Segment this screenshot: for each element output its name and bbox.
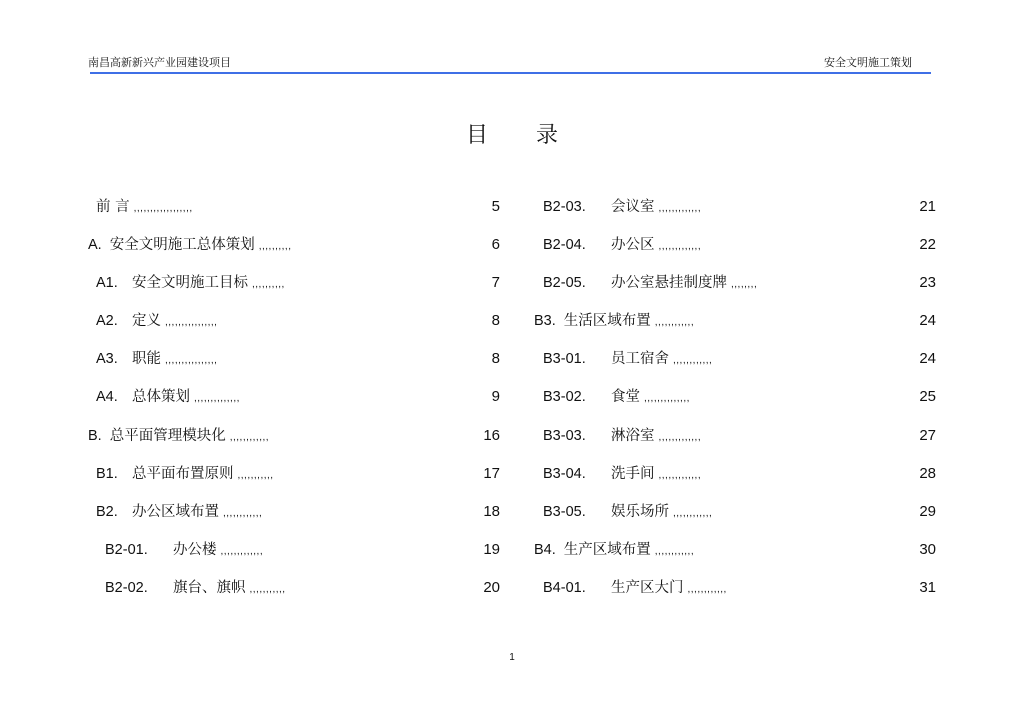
toc-entry-page: 25 — [919, 388, 936, 406]
toc-entry[interactable] — [88, 195, 500, 233]
toc-entry-label: 员工宿舍 — [611, 351, 669, 368]
toc-entry[interactable] — [534, 309, 936, 347]
toc-entry-page: 18 — [483, 502, 500, 520]
toc-entry-label: 旗台、旗帜 — [173, 579, 246, 596]
toc-leader-dots: ,,,,,,,,,,,, — [673, 507, 713, 519]
toc-leader-dots: ,,,,,,,,,,,, — [687, 583, 727, 595]
toc-entry[interactable] — [534, 576, 936, 614]
toc-entry-code: B2. — [96, 503, 118, 520]
toc-entry[interactable] — [88, 462, 500, 500]
toc-entry-code: B2-05. — [543, 275, 586, 292]
toc-entry-code: B. — [88, 427, 102, 444]
page-title — [0, 118, 1024, 149]
toc-entry-code: B3-05. — [543, 503, 586, 520]
toc-leader-dots: ,,,,,,,,,,,,, — [658, 203, 702, 214]
toc-leader-dots: ,,,,,,,,,,,,, — [220, 545, 264, 557]
toc-entry-code: B2-04. — [543, 237, 586, 254]
toc-entry[interactable] — [88, 576, 500, 614]
toc-entry[interactable] — [88, 347, 500, 385]
toc-right-column — [534, 195, 936, 614]
header-project-name: 南昌高新新兴产业园建设项目 — [88, 56, 231, 69]
toc-entry[interactable] — [88, 538, 500, 576]
toc-entry-label: 定义 — [132, 313, 161, 330]
toc-entry-code: B3-04. — [543, 465, 586, 482]
toc-entry-code: A3. — [96, 351, 118, 368]
toc-leader-dots: ,,,,,,,,,,, — [237, 469, 274, 481]
toc-entry-page: 7 — [491, 274, 500, 292]
title-char-2: 录 — [536, 123, 559, 148]
toc-leader-dots: ,,,,,,,, — [731, 279, 758, 291]
toc-leader-dots: ,,,,,,,,,,,, — [654, 545, 695, 557]
toc-entry-code: B4. — [534, 541, 556, 558]
toc-entry-label: 生活区域布置 — [563, 313, 651, 330]
toc-entry-page: 20 — [483, 578, 500, 596]
toc-entry-page: 8 — [491, 350, 500, 368]
toc-entry[interactable] — [534, 424, 936, 462]
toc-entry-page: 27 — [919, 426, 936, 444]
toc-entry[interactable] — [88, 233, 500, 271]
toc-entry-label: 会议室 — [611, 199, 655, 215]
toc-entry-code: B2-02. — [105, 579, 148, 596]
toc-entry-code: A. — [88, 237, 102, 254]
toc-entry-label: 办公楼 — [173, 541, 217, 558]
toc-entry-code: B2-03. — [543, 199, 586, 215]
toc-entry-code: B2-01. — [105, 541, 148, 558]
toc-entry-page: 8 — [491, 312, 500, 330]
toc-entry-page: 17 — [483, 464, 500, 482]
toc-entry-label: 淋浴室 — [611, 427, 655, 444]
toc-leader-dots: ,,,,,,,,,,,,,, — [194, 393, 240, 405]
toc-entry-page: 24 — [919, 350, 936, 368]
toc-entry-page: 23 — [919, 274, 936, 292]
toc-leader-dots: ,,,,,,,,,,,, — [223, 507, 263, 519]
toc-entry-page: 21 — [919, 198, 936, 215]
toc-entry-page: 31 — [919, 578, 936, 596]
toc-entry[interactable] — [534, 500, 936, 538]
toc-entry-label: 安全文明施工总体策划 — [109, 237, 255, 254]
toc-left-column — [88, 195, 500, 614]
toc-entry[interactable] — [88, 271, 500, 309]
toc-entry[interactable] — [534, 385, 936, 423]
toc-entry-code: B3-02. — [543, 389, 586, 406]
toc-entry[interactable] — [88, 385, 500, 423]
toc-leader-dots: ,,,,,,,,,,,, — [229, 431, 270, 443]
toc-entry[interactable] — [534, 462, 936, 500]
toc-entry-label: 食堂 — [611, 389, 640, 406]
toc-entry-page: 16 — [483, 426, 500, 444]
toc-leader-dots: ,,,,,,,,,,,,,,,, — [165, 355, 218, 367]
toc-entry[interactable] — [88, 424, 500, 462]
toc-entry-label: 前 言 — [96, 199, 130, 215]
toc-entry-page: 24 — [919, 312, 936, 330]
toc-leader-dots: ,,,,,,,,,,,,,,,,,, — [133, 203, 193, 214]
toc-entry-label: 总平面布置原则 — [132, 465, 234, 482]
toc-leader-dots: ,,,,,,,,,,,, — [673, 355, 713, 367]
toc-leader-dots: ,,,,,,,,,,,,, — [658, 241, 702, 253]
toc-entry-code: B3. — [534, 313, 556, 330]
toc-entry-code: A1. — [96, 275, 118, 292]
toc-entry-label: 洗手间 — [611, 465, 655, 482]
toc-entry-label: 安全文明施工目标 — [132, 275, 248, 292]
toc-entry-label: 办公室悬挂制度牌 — [611, 275, 727, 292]
toc-entry-page: 9 — [491, 388, 500, 406]
toc-entry-page: 5 — [491, 198, 500, 215]
toc-leader-dots: ,,,,,,,,,, — [252, 279, 285, 291]
toc-leader-dots: ,,,,,,,,,, — [258, 241, 292, 253]
toc-entry-code: B1. — [96, 465, 118, 482]
toc-entry-code: B3-01. — [543, 351, 586, 368]
toc-leader-dots: ,,,,,,,,,,, — [249, 583, 286, 595]
toc-entry-label: 办公区 — [611, 237, 655, 254]
toc-entry[interactable] — [534, 538, 936, 576]
toc-entry[interactable] — [534, 195, 936, 233]
toc-entry-page: 28 — [919, 464, 936, 482]
page-number: 1 — [509, 652, 515, 663]
toc-entry-label: 办公区域布置 — [132, 503, 219, 520]
toc-entry-code: B3-03. — [543, 427, 586, 444]
title-char-1: 目 — [465, 123, 488, 148]
toc-entry-label: 娱乐场所 — [611, 503, 669, 520]
toc-entry[interactable] — [534, 347, 936, 385]
toc-entry-page: 30 — [919, 540, 936, 558]
toc-entry-page: 29 — [919, 502, 936, 520]
toc-entry-label: 生产区域布置 — [563, 541, 651, 558]
toc-leader-dots: ,,,,,,,,,,,,, — [658, 431, 702, 443]
toc-entry-label: 总体策划 — [132, 389, 190, 406]
toc-entry[interactable] — [534, 271, 936, 309]
toc-entry-label: 总平面管理模块化 — [109, 427, 226, 444]
toc-entry-page: 22 — [919, 236, 936, 254]
toc-entry-label: 生产区大门 — [611, 579, 684, 596]
toc-entry[interactable] — [88, 500, 500, 538]
toc-leader-dots: ,,,,,,,,,,,,,, — [644, 393, 690, 405]
toc-entry-code: B4-01. — [543, 579, 586, 596]
toc-entry-label: 职能 — [132, 351, 161, 368]
toc-entry-page: 6 — [491, 236, 500, 254]
toc-leader-dots: ,,,,,,,,,,,,,,,, — [165, 317, 218, 329]
toc-entry-code: A4. — [96, 389, 118, 406]
toc-leader-dots: ,,,,,,,,,,,, — [654, 317, 695, 329]
toc-entry-code: A2. — [96, 313, 118, 330]
header-document-name: 安全文明施工策划 — [824, 56, 912, 69]
toc-entry[interactable] — [88, 309, 500, 347]
toc-entry-page: 19 — [483, 540, 500, 558]
header-rule — [90, 72, 931, 74]
toc-leader-dots: ,,,,,,,,,,,,, — [658, 469, 702, 481]
toc-entry[interactable] — [534, 233, 936, 271]
